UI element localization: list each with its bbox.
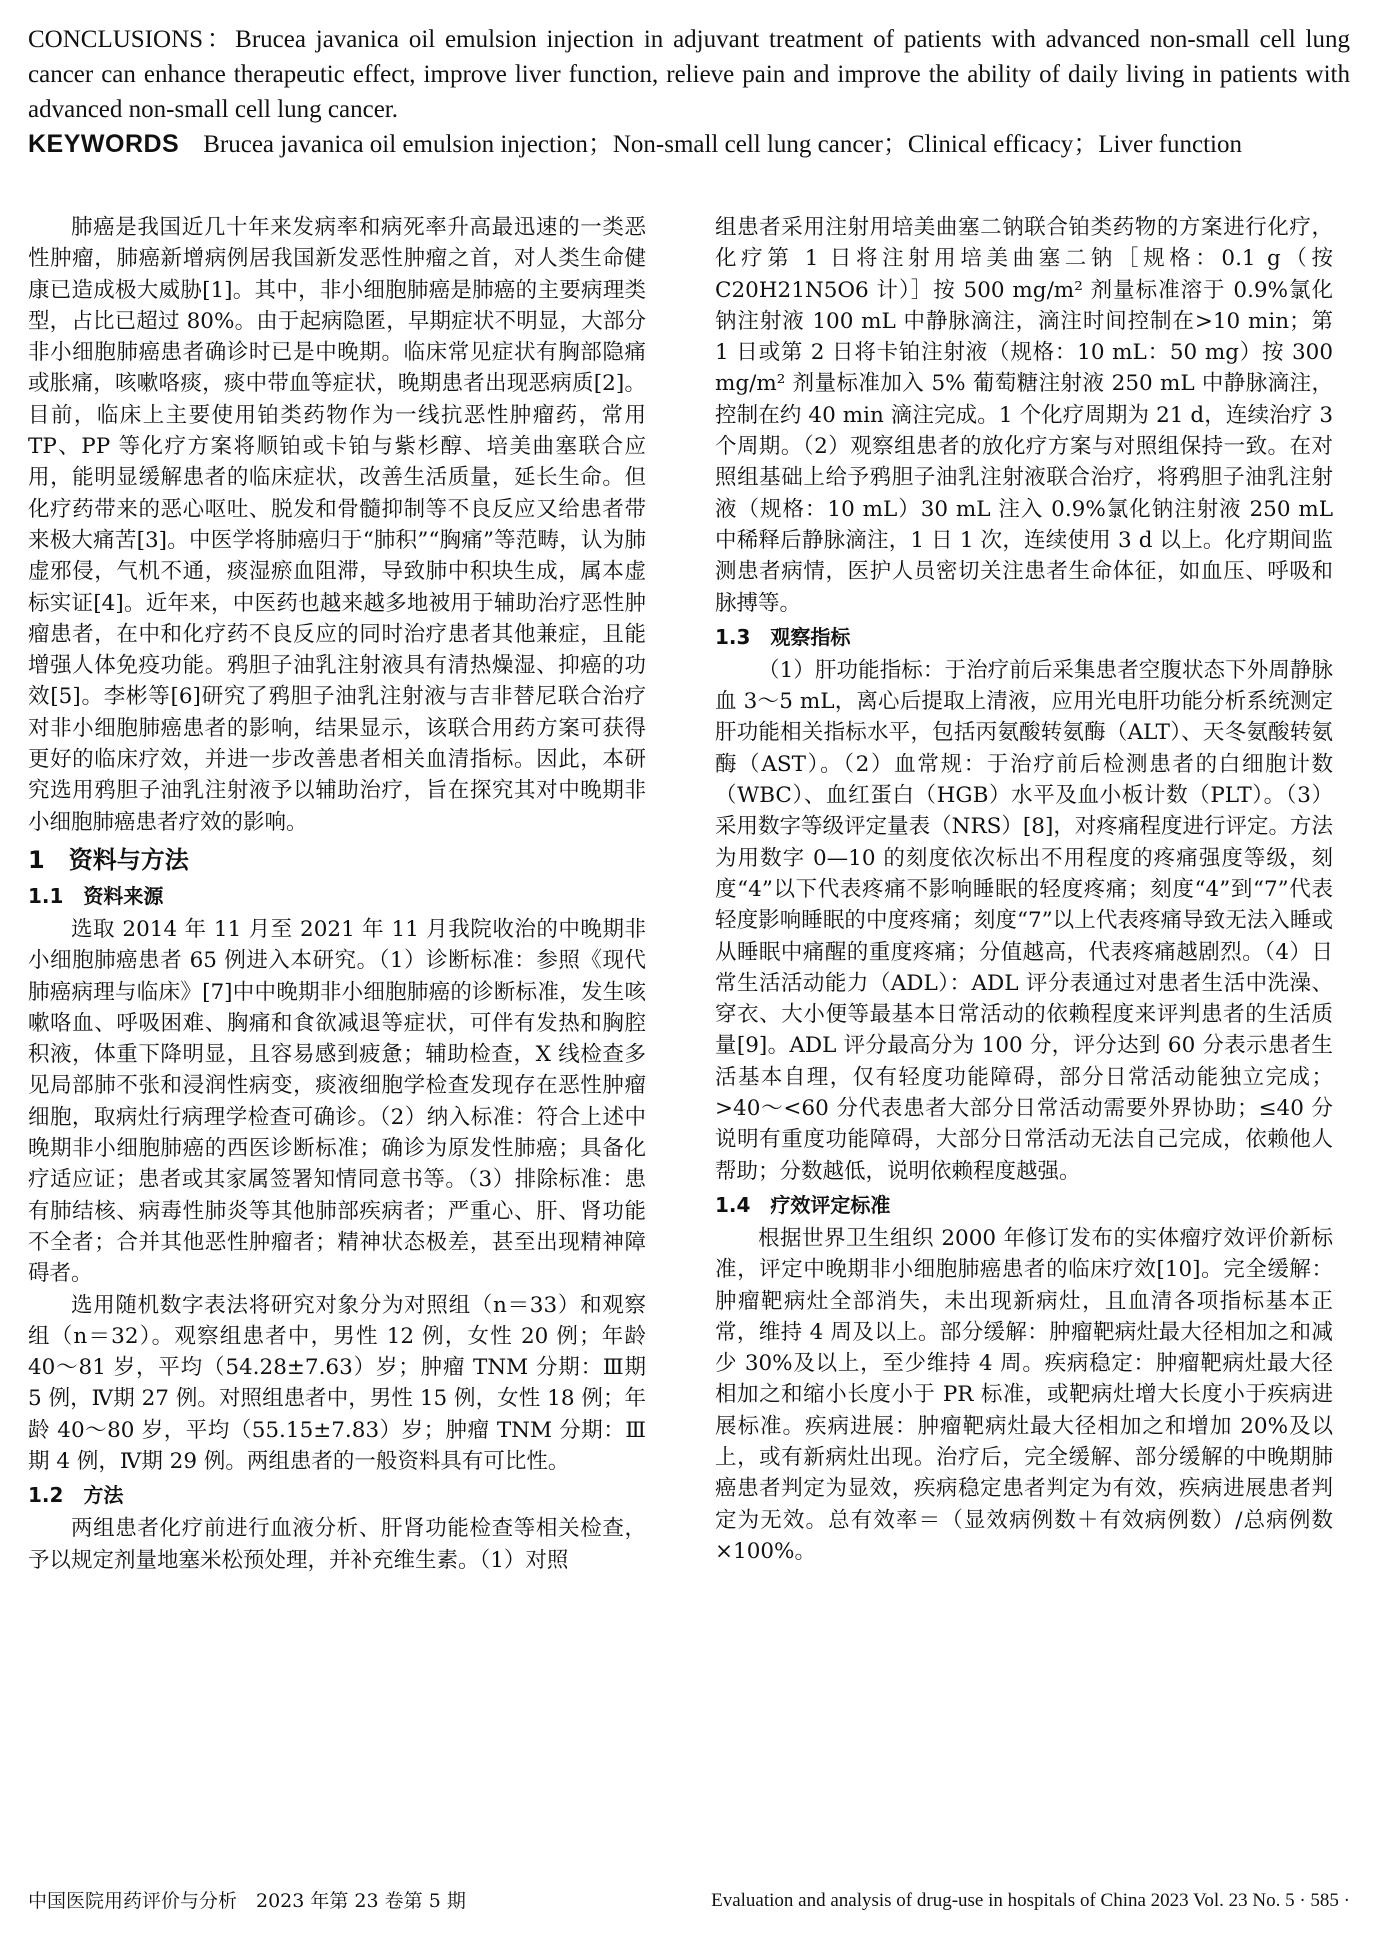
section-heading-1-3: 1.3 观察指标 <box>715 624 851 649</box>
paragraph-1-3: （1）肝功能指标：于治疗前后采集患者空腹状态下外周静脉血 3～5 mL，离心后提取上清液，应用光电肝功能分析系统测定肝功能相关指标水平，包括丙氨酸转氨酶（ALT）、天冬氨酸转氨酶（AST）。（2）血常规：于治疗前后检测患者的白细胞计数（WBC）、血红蛋白（HGB）水平及血小板计数（PLT）。（3）采用数字等级评定量表（NRS）[8]，对疼痛程度进行评定。方法为用数字 0—10 的刻度依次标出不用程度的疼痛强度等级，刻度“4”以下代表疼痛不影响睡眠的轻度疼痛；刻度“4”到“7”代表轻度影响睡眠的中度疼痛；刻度“7”以上代表疼痛导致无法入睡或从睡眠中痛醒的重度疼痛；分值越高，代表疼痛越剧烈。（4）日常生活活动能力（ADL）：ADL 评分表通过对患者生活中洗澡、穿衣、大小便等最基本日常活动的依赖程度来评判患者的生活质量[9]。ADL 评分最高分为 100 分，评分达到 60 分表示患者生活基本自理，仅有轻度功能障碍，部分日常活动能独立完成；>40～<60 分代表患者大部分日常活动需要外界协助；≤40 分说明有重度功能障碍，大部分日常活动无法自己完成，依赖他人帮助；分数越低，说明依赖程度越强。 <box>715 657 1333 1184</box>
left-column <box>28 212 646 1576</box>
paragraph-1-2: 两组患者化疗前进行血液分析、肝肾功能检查等相关检查，予以规定剂量地塞米松预处理，并补充维生素。（1）对照 <box>28 1516 646 1573</box>
paragraph-1-1: 选取 2014 年 11 月至 2021 年 11 月我院收治的中晚期非小细胞肺癌患者 65 例进入本研究。（1）诊断标准：参照《现代肺癌病理与临床》[7]中中晚期非小细胞肺癌的诊断标准，发生咳嗽咯血、呼吸困难、胸痛和食欲减退等症状，可伴有发热和胸腔积液，体重下降明显，且容易感到疲惫；辅助检查，X 线检查多见局部肺不张和浸润性病变，痰液细胞学检查发现存在恶性肿瘤细胞，取病灶行病理学检查可确诊。（2）纳入标准：符合上述中晚期非小细胞肺癌的西医诊断标准；确诊为原发性肺癌；具备化疗适应证；患者或其家属签署知情同意书等。（3）排除标准：患有肺结核、病毒性肺炎等其他肺部疾病者；严重心、肝、肾功能不全者；合并其他恶性肿瘤者；精神状态极差，甚至出现精神障碍者。 <box>28 916 646 1287</box>
section-heading-1-2: 1.2 方法 <box>28 1483 124 1508</box>
section-heading-1: 1 资料与方法 <box>28 845 189 874</box>
keywords-line <box>28 127 1350 162</box>
paragraph-1-2-cont: 组患者采用注射用培美曲塞二钠联合铂类药物的方案进行化疗，化疗第 1 日将注射用培美曲塞二钠［规格：0.1 g（按 C20H21N5O6 计）］按 500 mg/m² 剂量标准溶于 0.9%氯化钠注射液 100 mL 中静脉滴注，滴注时间控制在>10 min；第 1 日或第 2 日将卡铂注射液（规格：10 mL：50 mg）按 300 mg/m² 剂量标准加入 5% 葡萄糖注射液 250 mL 中静脉滴注，控制在约 40 min 滴注完成。1 个化疗周期为 21 d，连续治疗 3 个周期。（2）观察组患者的放化疗方案与对照组保持一致。在对照组基础上给予鸦胆子油乳注射液联合治疗，将鸦胆子油乳注射液（规格：10 mL）30 mL 注入 0.9%氯化钠注射液 250 mL 中稀释后静脉滴注，1 日 1 次，连续使用 3 d 以上。化疗期间监测患者病情，医护人员密切关注患者生命体征，如血压、呼吸和脉搏等。 <box>715 215 1333 616</box>
paragraph-1-4: 根据世界卫生组织 2000 年修订发布的实体瘤疗效评价新标准，评定中晚期非小细胞肺癌患者的临床疗效[10]。完全缓解：肿瘤靶病灶全部消失，未出现新病灶，且血清各项指标基本正常，维持 4 周及以上。部分缓解：肿瘤靶病灶最大径相加之和减少 30%及以上，至少维持 4 周。疾病稳定：肿瘤靶病灶最大径相加之和缩小长度小于 PR 标准，或靶病灶增大长度小于疾病进展标准。疾病进展：肿瘤靶病灶最大径相加之和增加 20%及以上，或有新病灶出现。治疗后，完全缓解、部分缓解的中晚期肺癌患者判定为显效，疾病稳定患者判定为有效，疾病进展患者判定为无效。总有效率＝（显效病例数＋有效病例数）/总病例数×100%。 <box>715 1225 1333 1564</box>
conclusions-text: CONCLUSIONS：Brucea javanica oil emulsion injection in adjuvant treatment of patients with advanced non-small cell lung cancer can enhance therapeutic effect, improve liver function, relieve pain and improve the ability of daily living in patients with advanced non-small cell lung cancer. <box>28 26 1350 123</box>
paragraph-1-1b: 选用随机数字表法将研究对象分为对照组（n＝33）和观察组（n＝32）。观察组患者中，男性 12 例，女性 20 例；年龄 40～81 岁，平均（54.28±7.63）岁；肿瘤 TNM 分期：Ⅲ期 5 例，Ⅳ期 27 例。对照组患者中，男性 15 例，女性 18 例；年龄 40～80 岁，平均（55.15±7.83）岁；肿瘤 TNM 分期：Ⅲ期 4 例，Ⅳ期 29 例。两组患者的一般资料具有可比性。 <box>28 1292 646 1474</box>
english-abstract <box>28 22 1350 162</box>
keywords-label: KEYWORDS <box>28 130 180 158</box>
right-column <box>715 212 1333 1567</box>
footer-journal-en: Evaluation and analysis of drug-use in hospitals of China 2023 Vol. 23 No. 5 · 585 · <box>711 1890 1350 1911</box>
section-heading-1-4: 1.4 疗效评定标准 <box>715 1192 891 1217</box>
intro-paragraph: 肺癌是我国近几十年来发病率和病死率升高最迅速的一类恶性肿瘤，肺癌新增病例居我国新发恶性肿瘤之首，对人类生命健康已造成极大威胁[1]。其中，非小细胞肺癌是肺癌的主要病理类型，占比已超过 80%。由于起病隐匿，早期症状不明显，大部分非小细胞肺癌患者确诊时已是中晚期。临床常见症状有胸部隐痛或胀痛，咳嗽咯痰，痰中带血等症状，晚期患者出现恶病质[2]。目前，临床上主要使用铂类药物作为一线抗恶性肿瘤药，常用 TP、PP 等化疗方案将顺铂或卡铂与紫杉醇、培美曲塞联合应用，能明显缓解患者的临床症状，改善生活质量，延长生命。但化疗药带来的恶心呕吐、脱发和骨髓抑制等不良反应又给患者带来极大痛苦[3]。中医学将肺癌归于“肺积”“胸痛”等范畴，认为肺虚邪侵，气机不通，痰湿瘀血阻滞，导致肺中积块生成，属本虚标实证[4]。近年来，中医药也越来越多地被用于辅助治疗恶性肿瘤患者，在中和化疗药不良反应的同时治疗患者其他兼症，且能增强人体免疫功能。鸦胆子油乳注射液具有清热燥湿、抑癌的功效[5]。李彬等[6]研究了鸦胆子油乳注射液与吉非替尼联合治疗对非小细胞肺癌患者的影响，结果显示，该联合用药方案可获得更好的临床疗效，并进一步改善患者相关血清指标。因此，本研究选用鸦胆子油乳注射液予以辅助治疗，旨在探究其对中晚期非小细胞肺癌患者疗效的影响。 <box>28 215 646 835</box>
keywords-text: Brucea javanica oil emulsion injection；Non-small cell lung cancer；Clinical efficacy；Liver function <box>203 131 1242 158</box>
footer-journal-cn: 中国医院用药评价与分析 2023 年第 23 卷第 5 期 <box>28 1890 466 1912</box>
section-heading-1-1: 1.1 资料来源 <box>28 883 164 908</box>
